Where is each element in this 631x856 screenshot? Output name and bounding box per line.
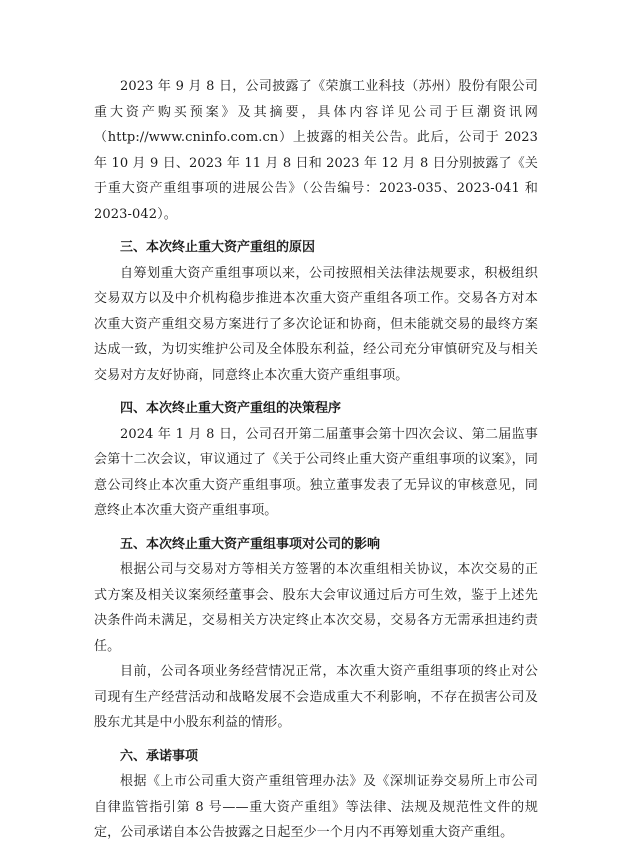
paragraph-disclosure-history: 2023 年 9 月 8 日，公司披露了《荣旗工业科技（苏州）股份有限公司重大资产购买预案》及其摘要，具体内容详见公司于巨潮资讯网（http://www.cninfo.com.cn）上披露的相关公告。此后，公司于 2023 年 10 月 9 日、2023 年 11 月 8 日和 2023 年 12 月 8 日分别披露了《关于重大资产重组事项的进展公告》（公告编号：2023-035、2023-041 和 2023-042）。	[94, 79, 538, 222]
heading-commitments: 六、承诺事项	[120, 748, 199, 764]
heading-termination-reason: 三、本次终止重大资产重组的原因	[120, 240, 316, 255]
paragraph-commitments: 根据《上市公司重大资产重组管理办法》及《深圳证券交易所上市公司自律监管指引第 8 号——重大资产重组》等法律、法规及规范性文件的规定，公司承诺自本公告披露之日起至少一个月内不再筹划重大资产重组。	[94, 774, 538, 840]
heading-impact: 五、本次终止重大资产重组事项对公司的影响	[120, 536, 381, 552]
paragraph-impact-agreement: 根据公司与交易对方等相关方签署的本次重组相关协议，本次交易的正式方案及相关议案须经董事会、股东大会审议通过后方可生效，鉴于上述先决条件尚未满足，交易相关方决定终止本次交易，交易各方无需承担违约责任。	[94, 562, 538, 654]
heading-decision-procedure: 四、本次终止重大资产重组的决策程序	[120, 401, 342, 416]
document-page	[94, 74, 538, 846]
paragraph-decision-procedure: 2024 年 1 月 8 日，公司召开第二届董事会第十四次会议、第二届监事会第十二次会议，审议通过了《关于公司终止重大资产重组事项的议案》，同意公司终止本次重大资产重组事项。独立董事发表了无异议的审核意见，同意终止本次重大资产重组事项。	[94, 426, 538, 518]
paragraph-impact-operations: 目前，公司各项业务经营情况正常，本次重大资产重组事项的终止对公司现有生产经营活动和战略发展不会造成重大不利影响，不存在损害公司及股东尤其是中小股东利益的情形。	[94, 664, 538, 730]
paragraph-termination-reason: 自筹划重大资产重组事项以来，公司按照相关法律法规要求，积极组织交易双方以及中介机构稳步推进本次重大资产重组各项工作。交易各方对本次重大资产重组交易方案进行了多次论证和协商，但未能就交易的最终方案达成一致，为切实维护公司及全体股东利益，经公司充分审慎研究及与相关交易对方友好协商，同意终止本次重大资产重组事项。	[94, 265, 538, 383]
